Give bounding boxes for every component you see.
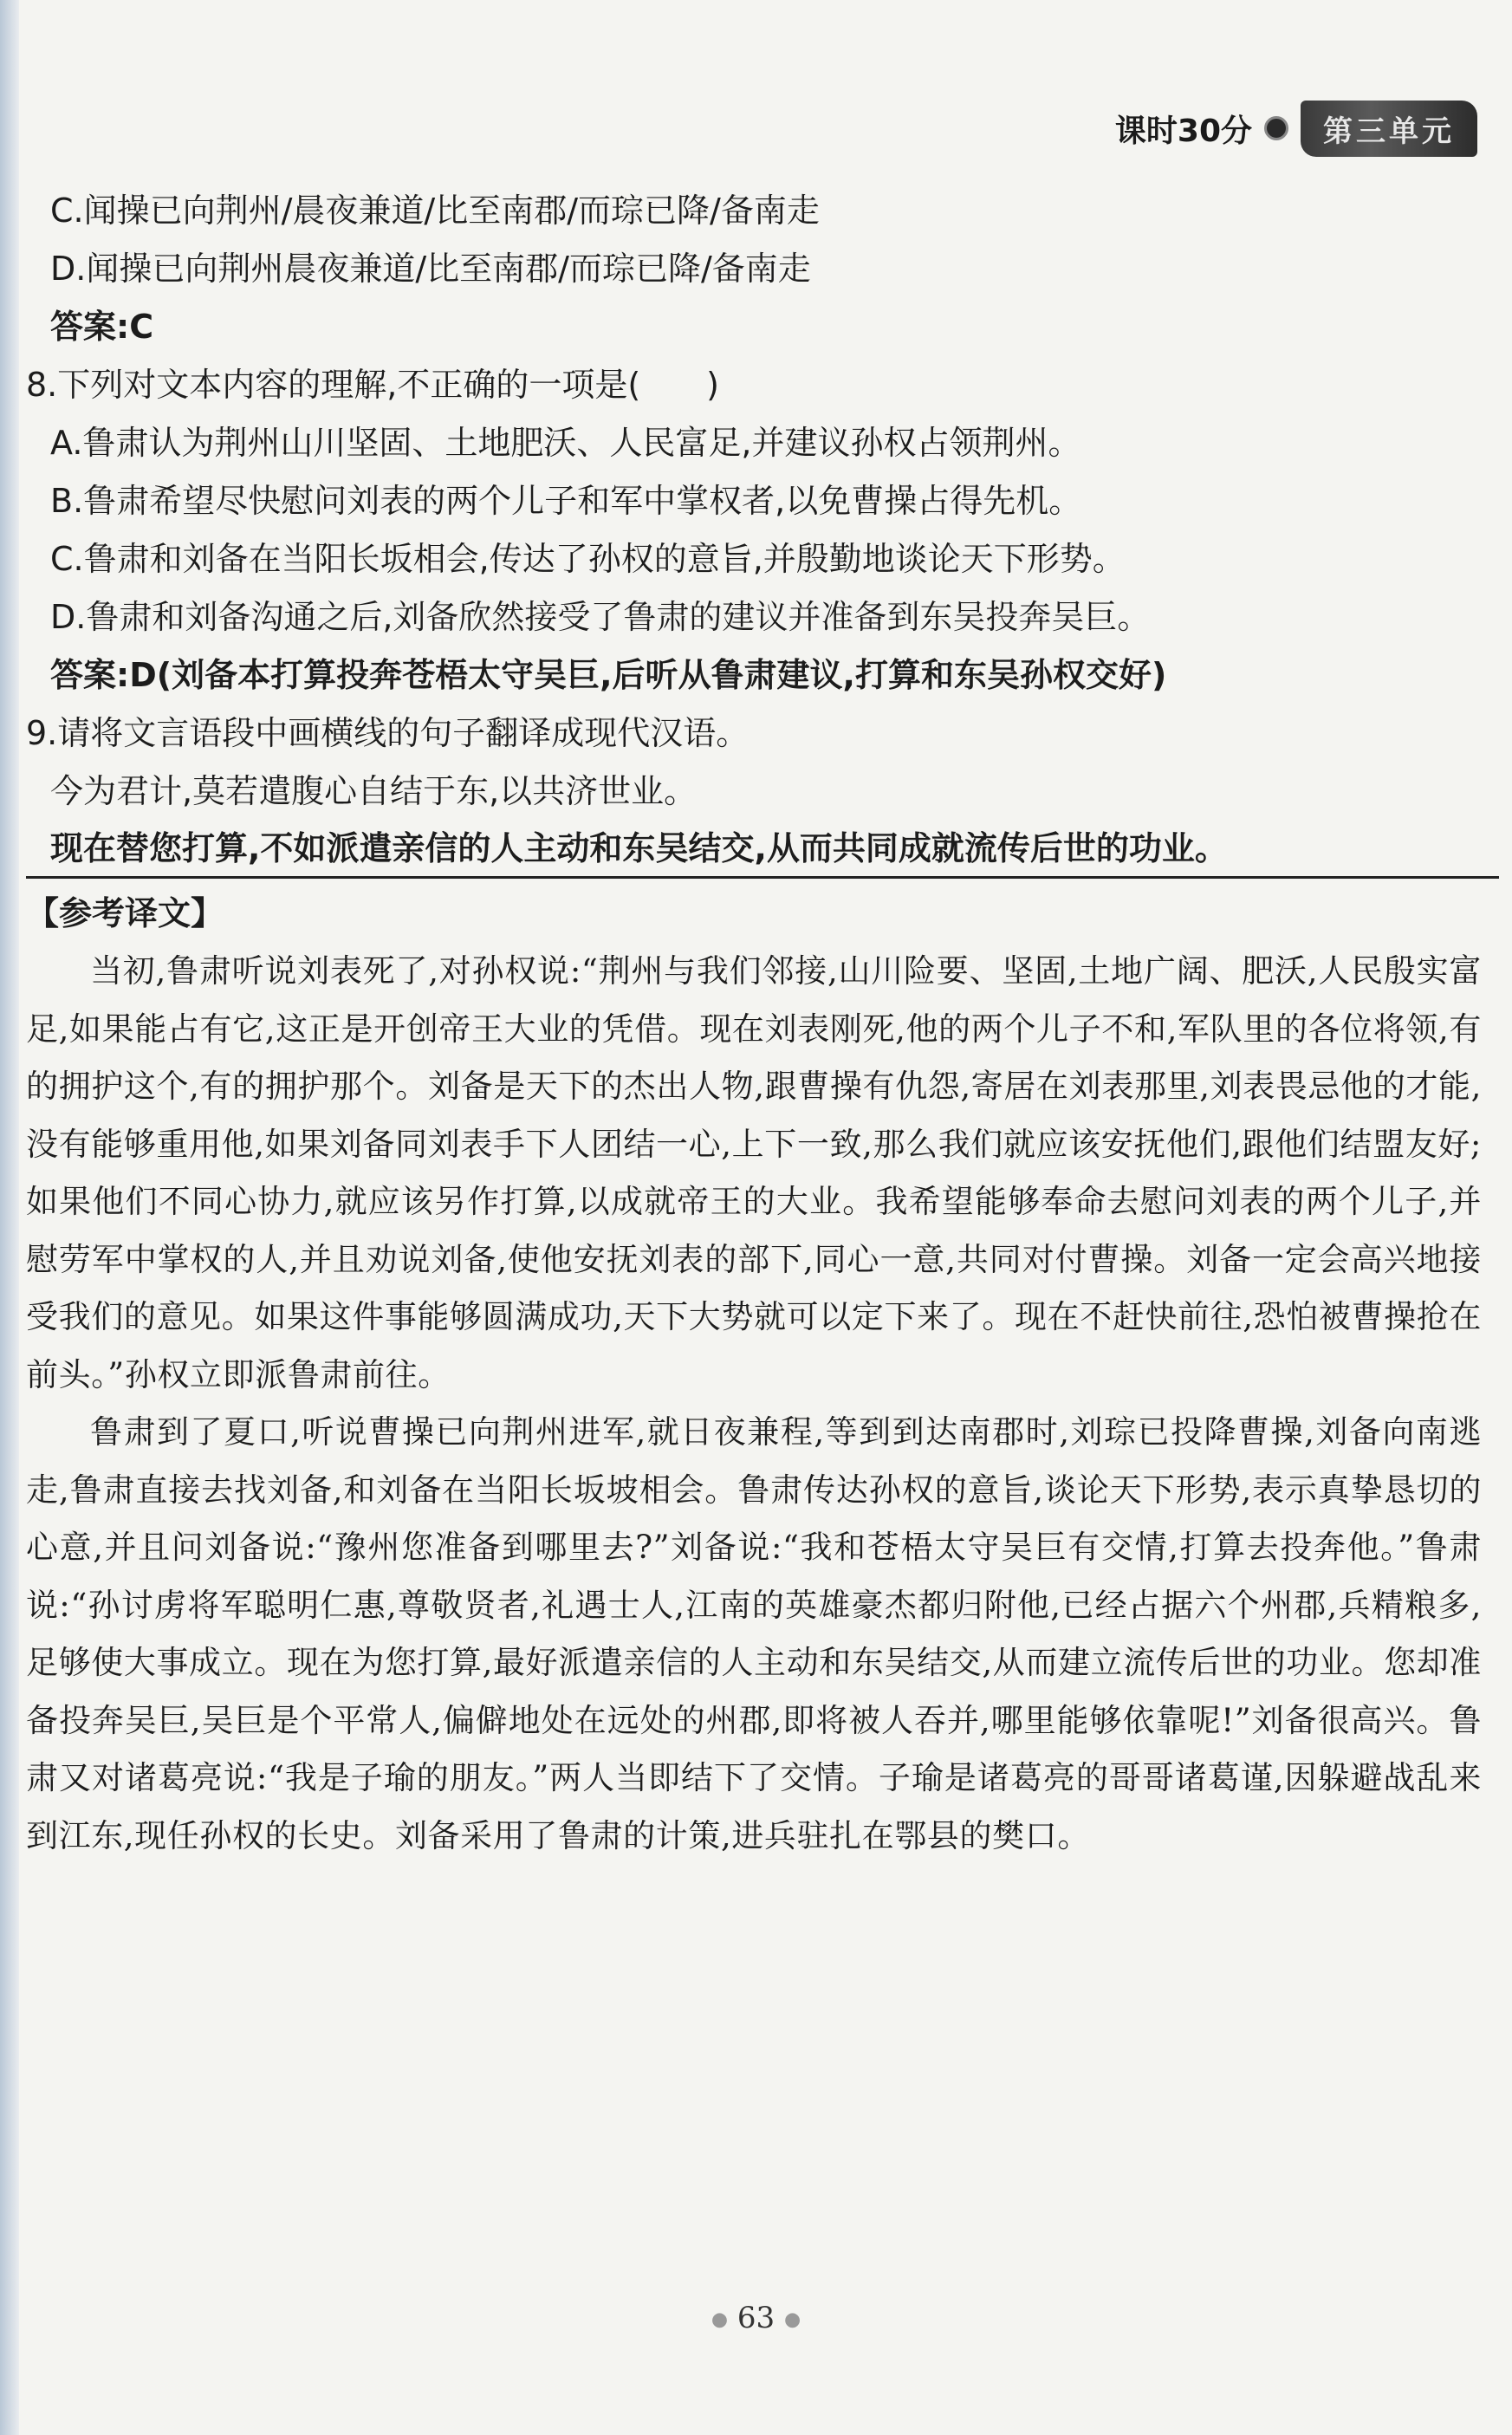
page-number-text: 63 [737,2301,775,2335]
page-edge-shadow [0,0,19,2435]
q9-stem: 9.请将文言语段中画横线的句子翻译成现代汉语。 [26,714,750,752]
header-label: 课时30分 [1114,113,1252,149]
reference-title: 【参考译文】 [26,894,224,932]
q8-option-b: B.鲁肃希望尽快慰问刘表的两个儿子和军中掌权者,以免曹操占得先机。 [50,482,1082,520]
q9-sentence: 今为君计,莫若遣腹心自结于东,以共济世业。 [50,772,698,810]
reference-paragraph-2: 鲁肃到了夏口,听说曹操已向荆州进军,就日夜兼程,等到到达南郡时,刘琮已投降曹操,刘备向南逃走,鲁肃直接去找刘备,和刘备在当阳长坂坡相会。鲁肃传达孙权的意旨,谈论天下形势,表示真挚恳切的心意,并且问刘备说:“豫州您准备到哪里去?”刘备说:“我和苍梧太守吴巨有交情,打算去投奔他。”鲁肃说:“孙讨虏将军聪明仁惠,尊敬贤者,礼遇士人,江南的英雄豪杰都归附他,已经占据六个州郡,兵精粮多,足够使大事成立。现在为您打算,最好派遣亲信的人主动和东吴结交,从而建立流传后世的功业。您却准备投奔吴巨,吴巨是个平常人,偏僻地处在远处的州郡,即将被人吞并,哪里能够依靠呢!”刘备很高兴。鲁肃又对诸葛亮说:“我是子瑜的朋友。”两人当即结下了交情。子瑜是诸葛亮的哥哥诸葛谨,因躲避战乱来到江东,现任孙权的长史。刘备采用了鲁肃的计策,进兵驻扎在鄂县的樊口。 [26,1413,1482,1854]
header-dot-icon [1264,116,1288,140]
q9-answer: 现在替您打算,不如派遣亲信的人主动和东吴结交,从而共同成就流传后世的功业。 [26,821,1499,879]
q8-option-d: D.鲁肃和刘备沟通之后,刘备欣然接受了鲁肃的建议并准备到东吴投奔吴巨。 [50,598,1151,636]
reference-paragraph-1: 当初,鲁肃听说刘表死了,对孙权说:“荆州与我们邻接,山川险要、坚固,土地广阔、肥沃,人民殷实富足,如果能占有它,这正是开创帝王大业的凭借。现在刘表刚死,他的两个儿子不和,军队里的各位将领,有的拥护这个,有的拥护那个。刘备是天下的杰出人物,跟曹操有仇怨,寄居在刘表那里,刘表畏忌他的才能,没有能够重用他,如果刘备同刘表手下人团结一心,上下一致,那么我们就应该安抚他们,跟他们结盟友好;如果他们不同心协力,就应该另作打算,以成就帝王的大业。我希望能够奉命去慰问刘表的两个儿子,并慰劳军中掌权的人,并且劝说刘备,使他安抚刘表的部下,同心一意,共同对付曹操。刘备一定会高兴地接受我们的意见。如果这件事能够圆满成功,天下大势就可以定下来了。现在不赶快前往,恐怕被曹操抢在前头。”孙权立即派鲁肃前往。 [26,952,1482,1393]
q8-stem: 8.下列对文本内容的理解,不正确的一项是( ) [26,366,719,404]
q7-option-c: C.闻操已向荆州/晨夜兼道/比至南郡/而琮已降/备南走 [50,192,820,230]
page-content [26,182,1482,1865]
q7-option-d: D.闻操已向荆州晨夜兼道/比至南郡/而琮已降/备南走 [50,250,811,288]
q8-option-c: C.鲁肃和刘备在当阳长坂相会,传达了孙权的意旨,并殷勤地谈论天下形势。 [50,540,1126,578]
page-number: ● 63 ● [711,2301,801,2335]
q8-answer: 答案:D(刘备本打算投奔苍梧太守吴巨,后听从鲁肃建议,打算和东吴孙权交好) [50,656,1167,694]
q8-option-a: A.鲁肃认为荆州山川坚固、土地肥沃、人民富足,并建议孙权占领荆州。 [50,424,1081,462]
unit-badge: 第三单元 [1301,101,1477,157]
q7-answer: 答案:C [50,308,154,346]
page-header [1115,102,1477,154]
